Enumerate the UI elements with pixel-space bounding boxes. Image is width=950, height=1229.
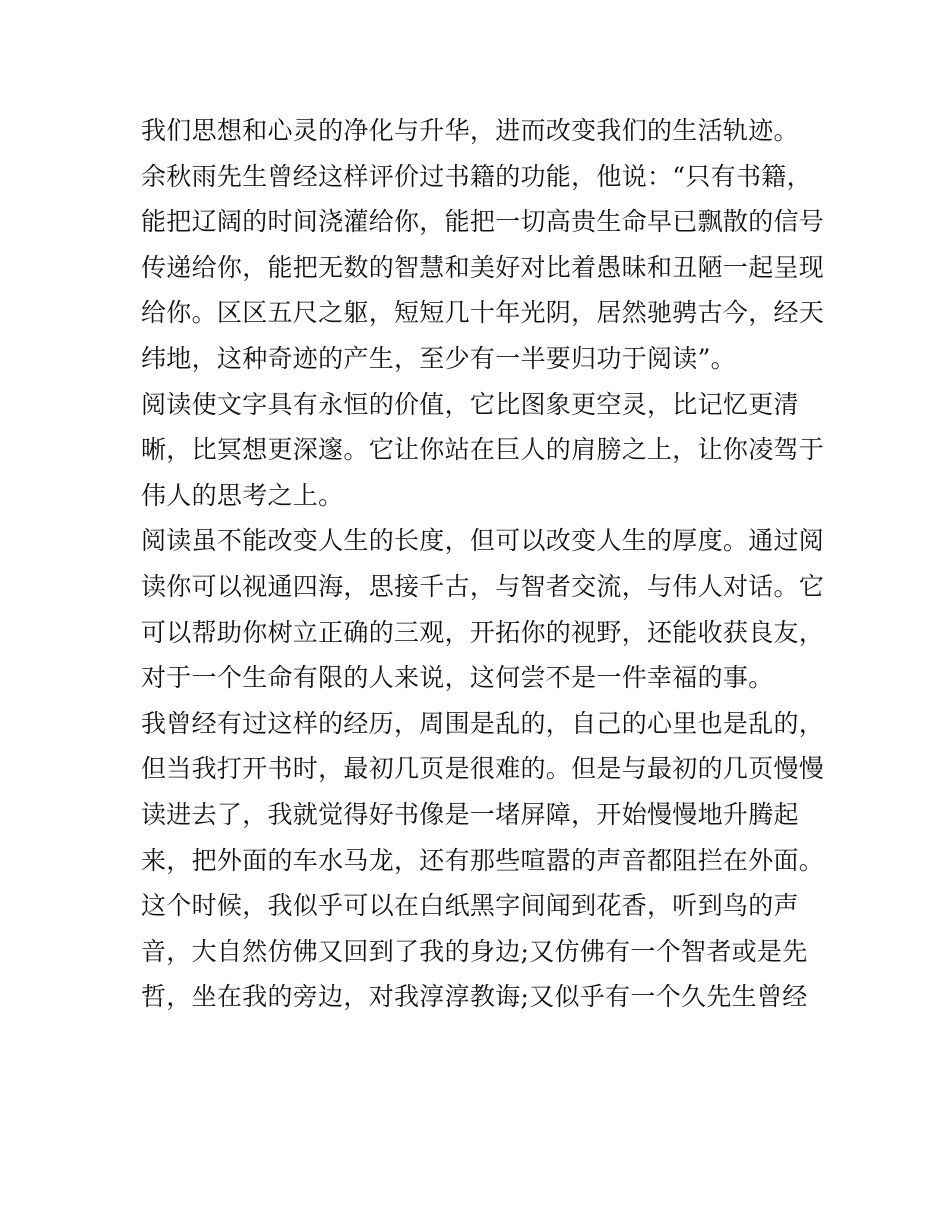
text-line: 伟人的思考之上。 — [141, 480, 344, 510]
text-line: 哲，坐在我的旁边，对我淳淳教诲;又似乎有一个久先生曾经 — [141, 982, 808, 1012]
text-line: 余秋雨先生曾经这样评价过书籍的功能，他说：“只有书籍， — [141, 161, 812, 191]
text-line: 阅读使文字具有永恒的价值，它比图象更空灵，比记忆更清 — [141, 389, 799, 419]
text-line: 晰，比冥想更深邃。它让你站在巨人的肩膀之上，让你凌驾于 — [141, 435, 825, 465]
text-line: 阅读虽不能改变人生的长度，但可以改变人生的厚度。通过阅 — [141, 526, 825, 556]
text-line: 音，大自然仿佛又回到了我的身边;又仿佛有一个智者或是先 — [141, 936, 808, 966]
body-text — [141, 108, 825, 1020]
text-line: 对于一个生命有限的人来说，这何尝不是一件幸福的事。 — [141, 663, 774, 693]
text-line: 可以帮助你树立正确的三观，开拓你的视野，还能收获良友， — [141, 617, 825, 647]
text-line: 但当我打开书时，最初几页是很难的。但是与最初的几页慢慢 — [141, 754, 825, 784]
text-line: 读你可以视通四海，思接千古，与智者交流，与伟人对话。它 — [141, 571, 825, 601]
text-line: 传递给你，能把无数的智慧和美好对比着愚昧和丑陋一起呈现 — [141, 252, 825, 282]
text-line: 我们思想和心灵的净化与升华，进而改变我们的生活轨迹。 — [141, 116, 799, 145]
text-line: 给你。区区五尺之躯，短短几十年光阴，居然驰骋古今，经天 — [141, 298, 825, 328]
text-line: 纬地，这种奇迹的产生，至少有一半要归功于阅读”。 — [141, 343, 736, 373]
text-line: 能把辽阔的时间浇灌给你，能把一切高贵生命早已飘散的信号 — [141, 207, 825, 237]
text-line: 这个时候，我似乎可以在白纸黑字间闻到花香，听到鸟的声 — [141, 891, 799, 921]
text-line: 来，把外面的车水马龙，还有那些喧嚣的声音都阻拦在外面。 — [141, 845, 825, 875]
text-line: 读进去了，我就觉得好书像是一堵屏障，开始慢慢地升腾起 — [141, 799, 799, 829]
text-line: 我曾经有过这样的经历，周围是乱的，自己的心里也是乱的， — [141, 708, 825, 738]
